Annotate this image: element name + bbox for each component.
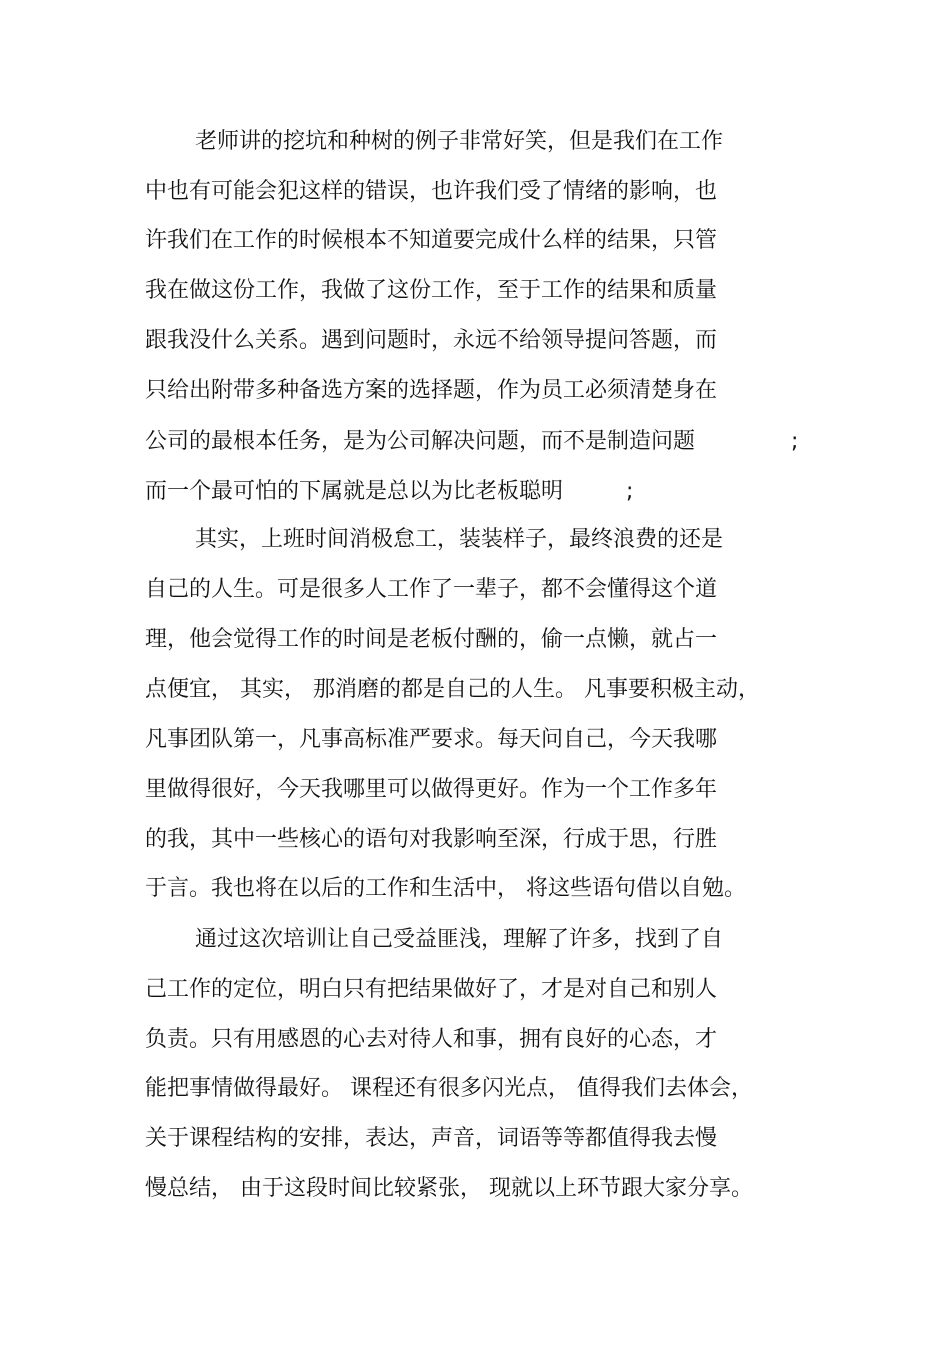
paragraph-2-line-6: 里做得很好，今天我哪里可以做得更好。作为一个工作多年	[145, 777, 718, 802]
paragraph-2-line-2: 自己的人生。可是很多人工作了一辈子，都不会懂得这个道	[145, 577, 718, 602]
paragraph-1-line-7: 公司的最根本任务，是为公司解决问题，而不是制造问题	[145, 429, 696, 454]
trailing-semicolon-1: ;	[791, 429, 799, 454]
paragraph-3-line-5: 关于课程结构的安排，表达，声音，词语等等都值得我去慢	[145, 1126, 718, 1151]
paragraph-3-line-1: 通过这次培训让自己受益匪浅，理解了许多，找到了自	[195, 927, 724, 952]
paragraph-3-line-6: 慢总结， 由于这段时间比较紧张， 现就以上环节跟大家分享。	[145, 1176, 753, 1201]
paragraph-2-line-7: 的我，其中一些核心的语句对我影响至深，行成于思，行胜	[145, 827, 718, 852]
paragraph-1-line-1: 老师讲的挖坑和种树的例子非常好笑，但是我们在工作	[195, 129, 724, 154]
paragraph-2-line-3: 理，他会觉得工作的时间是老板付酬的，偷一点懒，就占一	[145, 627, 718, 652]
trailing-semicolon-2: ;	[626, 479, 634, 504]
paragraph-2-line-8: 于言。我也将在以后的工作和生活中， 将这些语句借以自勉。	[145, 876, 746, 901]
paragraph-1-line-3: 许我们在工作的时候根本不知道要完成什么样的结果，只管	[145, 228, 718, 253]
paragraph-3-line-2: 己工作的定位，明白只有把结果做好了，才是对自己和别人	[145, 977, 718, 1002]
paragraph-2-line-1: 其实，上班时间消极怠工，装装样子，最终浪费的还是	[195, 527, 724, 552]
paragraph-2-line-5: 凡事团队第一，凡事高标准严要求。每天问自己，今天我哪	[145, 727, 718, 752]
paragraph-2-line-4: 点便宜， 其实， 那消磨的都是自己的人生。 凡事要积极主动，	[145, 677, 760, 702]
paragraph-1-line-6: 只给出附带多种备选方案的选择题，作为员工必须清楚身在	[145, 378, 718, 403]
paragraph-1-line-2: 中也有可能会犯这样的错误，也许我们受了情绪的影响，也	[145, 179, 718, 204]
paragraph-3-line-4: 能把事情做得最好。 课程还有很多闪光点， 值得我们去体会，	[145, 1076, 753, 1101]
paragraph-3-line-3: 负责。只有用感恩的心去对待人和事，拥有良好的心态，才	[145, 1027, 718, 1052]
paragraph-1-line-5: 跟我没什么关系。遇到问题时，永远不给领导提问答题，而	[145, 328, 718, 353]
paragraph-1-line-4: 我在做这份工作，我做了这份工作，至于工作的结果和质量	[145, 278, 718, 303]
paragraph-1-line-8: 而一个最可怕的下属就是总以为比老板聪明	[145, 479, 564, 504]
